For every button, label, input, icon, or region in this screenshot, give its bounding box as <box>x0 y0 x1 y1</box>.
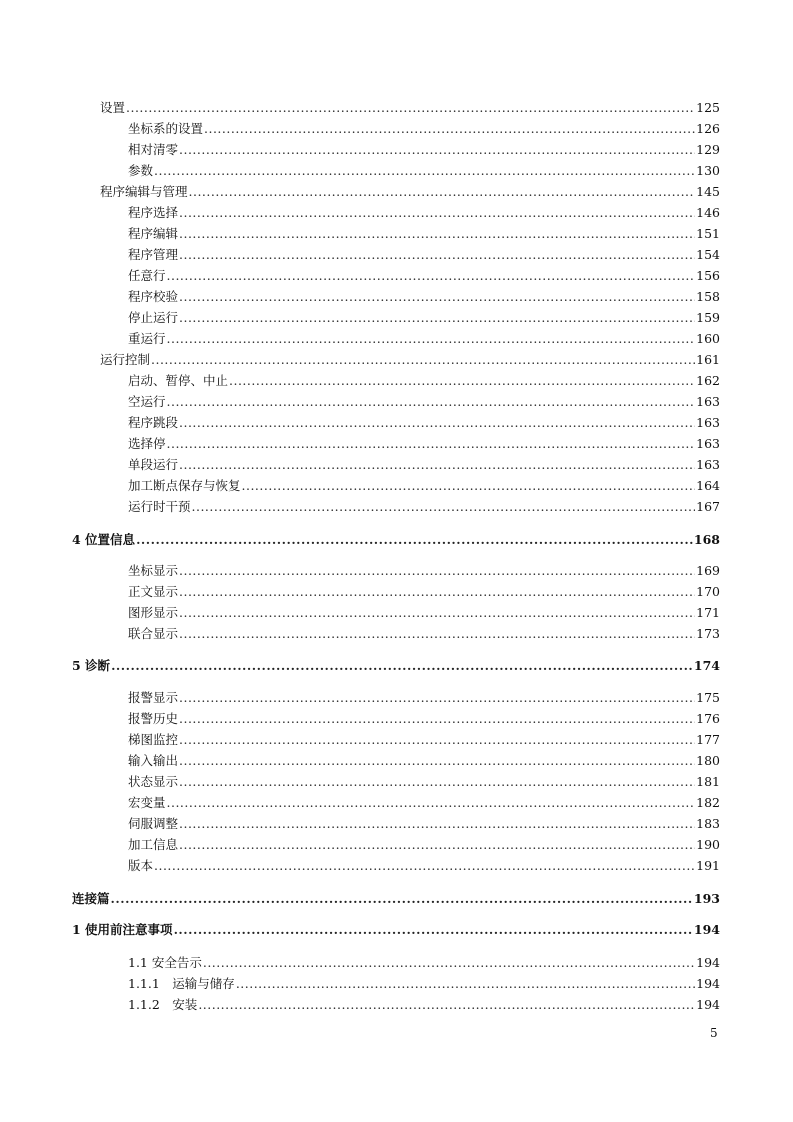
toc-entry-label: 程序选择 <box>128 205 179 220</box>
toc-entry-label: 加工信息 <box>128 837 179 852</box>
toc-entry-page: 173 <box>696 626 720 641</box>
toc-entry-page: 194 <box>696 955 720 970</box>
toc-leader-dots <box>204 121 695 137</box>
toc-leader-dots <box>167 436 696 452</box>
toc-leader-dots <box>174 922 693 938</box>
toc-entry-page: 183 <box>696 816 720 831</box>
page-number: 5 <box>710 1026 718 1040</box>
toc-leader-dots <box>179 626 695 642</box>
toc-entry[interactable] <box>128 268 720 284</box>
toc-entry-page: 171 <box>696 605 720 620</box>
toc-entry-label: 连接篇 <box>72 891 110 906</box>
toc-leader-dots <box>179 837 695 853</box>
toc-entry-label: 单段运行 <box>128 457 179 472</box>
toc-entry[interactable] <box>100 184 720 200</box>
toc-entry-label: 运行控制 <box>100 352 151 367</box>
toc-entry[interactable] <box>128 373 720 389</box>
toc-entry-page: 194 <box>696 997 720 1012</box>
toc-leader-dots <box>167 394 696 410</box>
toc-entry-label: 正文显示 <box>128 584 179 599</box>
toc-entry-label: 输入输出 <box>128 753 179 768</box>
toc-entry-label: 程序校验 <box>128 289 179 304</box>
toc-entry-label: 空运行 <box>128 394 166 409</box>
toc-entry[interactable] <box>128 121 720 137</box>
toc-entry[interactable] <box>128 626 720 642</box>
toc-entry-page: 162 <box>696 373 720 388</box>
toc-leader-dots <box>179 205 695 221</box>
toc-entry-label: 1.1 安全告示 <box>128 955 202 970</box>
toc-entry[interactable] <box>128 457 720 473</box>
toc-leader-dots <box>179 289 695 305</box>
toc-entry-page: 193 <box>693 891 720 906</box>
toc-entry-page: 194 <box>693 922 720 937</box>
toc-leader-dots <box>179 563 695 579</box>
toc-entry[interactable] <box>128 955 720 971</box>
toc-entry[interactable] <box>128 753 720 769</box>
toc-entry-page: 129 <box>696 142 720 157</box>
toc-entry-page: 154 <box>696 247 720 262</box>
toc-entry-page: 160 <box>696 331 720 346</box>
toc-entry-label: 程序管理 <box>128 247 179 262</box>
toc-entry-label: 状态显示 <box>128 774 179 789</box>
toc-entry-label: 图形显示 <box>128 605 179 620</box>
toc-entry-label: 坐标系的设置 <box>128 121 204 136</box>
toc-leader-dots <box>136 532 693 548</box>
toc-entry-label: 5 诊断 <box>72 658 111 673</box>
toc-entry[interactable] <box>128 816 720 832</box>
toc-entry-page: 180 <box>696 753 720 768</box>
toc-entry[interactable] <box>72 532 720 548</box>
toc-entry-page: 177 <box>696 732 720 747</box>
toc-entry[interactable] <box>128 795 720 811</box>
toc-entry[interactable] <box>128 310 720 326</box>
toc-entry[interactable] <box>128 584 720 600</box>
toc-entry[interactable] <box>100 352 720 368</box>
toc-entry-page: 182 <box>696 795 720 810</box>
toc-entry-page: 168 <box>693 532 720 547</box>
toc-entry-label: 联合显示 <box>128 626 179 641</box>
toc-entry-page: 156 <box>696 268 720 283</box>
toc-entry-label: 报警历史 <box>128 711 179 726</box>
toc-entry-page: 163 <box>696 394 720 409</box>
toc-leader-dots <box>179 690 695 706</box>
toc-leader-dots <box>179 732 695 748</box>
toc-entry-label: 1 使用前注意事项 <box>72 922 173 937</box>
toc-entry[interactable] <box>128 289 720 305</box>
toc-entry-page: 181 <box>696 774 720 789</box>
toc-leader-dots <box>198 997 695 1013</box>
toc-leader-dots <box>189 184 696 200</box>
toc-entry-label: 宏变量 <box>128 795 166 810</box>
toc-entry-page: 175 <box>696 690 720 705</box>
toc-entry-page: 174 <box>693 658 720 673</box>
toc-entry[interactable] <box>128 163 720 179</box>
toc-entry-page: 194 <box>696 976 720 991</box>
toc-leader-dots <box>192 499 696 515</box>
toc-leader-dots <box>111 658 693 674</box>
toc-entry[interactable] <box>128 605 720 621</box>
toc-entry-page: 161 <box>696 352 720 367</box>
toc-entry[interactable] <box>128 478 720 494</box>
toc-entry-label: 4 位置信息 <box>72 532 136 547</box>
toc-leader-dots <box>179 142 695 158</box>
toc-entry[interactable] <box>128 997 720 1013</box>
toc-entry-page: 170 <box>696 584 720 599</box>
toc-entry[interactable] <box>128 837 720 853</box>
toc-entry[interactable] <box>128 394 720 410</box>
toc-leader-dots <box>179 605 695 621</box>
toc-entry-page: 158 <box>696 289 720 304</box>
toc-entry-label: 启动、暂停、中止 <box>128 373 229 388</box>
toc-entry-label: 加工断点保存与恢复 <box>128 478 241 493</box>
toc-entry-label: 任意行 <box>128 268 166 283</box>
toc-entry-label: 程序编辑 <box>128 226 179 241</box>
toc-entry[interactable] <box>128 774 720 790</box>
toc-leader-dots <box>179 584 695 600</box>
toc-entry-page: 146 <box>696 205 720 220</box>
toc-entry-label: 程序编辑与管理 <box>100 184 188 199</box>
toc-leader-dots <box>179 753 695 769</box>
toc-leader-dots <box>179 310 695 326</box>
toc-leader-dots <box>111 891 693 907</box>
toc-leader-dots <box>167 331 696 347</box>
toc-entry-page: 164 <box>696 478 720 493</box>
toc-entry-label: 停止运行 <box>128 310 179 325</box>
toc-leader-dots <box>154 163 695 179</box>
toc-leader-dots <box>229 373 695 389</box>
toc-entry[interactable] <box>72 658 720 674</box>
toc-entry[interactable] <box>128 247 720 263</box>
toc-entry[interactable] <box>128 331 720 347</box>
toc-entry-label: 版本 <box>128 858 154 873</box>
toc-entry-page: 163 <box>696 457 720 472</box>
toc-entry-page: 126 <box>696 121 720 136</box>
toc-entry-label: 设置 <box>100 100 126 115</box>
toc-leader-dots <box>179 226 695 242</box>
toc-entry-label: 报警显示 <box>128 690 179 705</box>
toc-leader-dots <box>236 976 695 992</box>
toc-entry[interactable] <box>128 436 720 452</box>
toc-entry-page: 145 <box>696 184 720 199</box>
toc-entry[interactable] <box>72 891 720 907</box>
toc-entry-page: 151 <box>696 226 720 241</box>
toc-leader-dots <box>179 247 695 263</box>
toc-entry[interactable] <box>128 205 720 221</box>
toc-entry[interactable] <box>128 563 720 579</box>
toc-leader-dots <box>203 955 695 971</box>
toc-entry[interactable] <box>128 858 720 874</box>
toc-entry[interactable] <box>100 100 720 116</box>
toc-entry-page: 163 <box>696 436 720 451</box>
toc-entry-page: 169 <box>696 563 720 578</box>
toc-entry[interactable] <box>128 732 720 748</box>
toc-leader-dots <box>179 774 695 790</box>
toc-entry-page: 190 <box>696 837 720 852</box>
toc-entry-page: 163 <box>696 415 720 430</box>
toc-leader-dots <box>179 415 695 431</box>
toc-entry-page: 159 <box>696 310 720 325</box>
toc-leader-dots <box>179 711 695 727</box>
toc-leader-dots <box>167 268 696 284</box>
toc-entry-label: 参数 <box>128 163 154 178</box>
toc-leader-dots <box>126 100 695 116</box>
toc-entry-label: 运行时干预 <box>128 499 191 514</box>
toc-entry[interactable] <box>72 922 720 938</box>
toc-entry-label: 梯图监控 <box>128 732 179 747</box>
toc-entry-page: 176 <box>696 711 720 726</box>
toc-entry-label: 伺服调整 <box>128 816 179 831</box>
toc-entry[interactable] <box>128 142 720 158</box>
toc-entry-page: 125 <box>696 100 720 115</box>
toc-entry[interactable] <box>128 226 720 242</box>
toc-entry[interactable] <box>128 690 720 706</box>
toc-entry-page: 130 <box>696 163 720 178</box>
toc-leader-dots <box>151 352 695 368</box>
toc-entry[interactable] <box>128 415 720 431</box>
toc-entry[interactable] <box>128 711 720 727</box>
toc-entry-label: 1.1.1 运输与储存 <box>128 976 235 991</box>
toc-entry-page: 167 <box>696 499 720 514</box>
toc-entry-label: 选择停 <box>128 436 166 451</box>
toc-leader-dots <box>154 858 695 874</box>
toc-entry-label: 坐标显示 <box>128 563 179 578</box>
toc-entry[interactable] <box>128 499 720 515</box>
toc-leader-dots <box>179 457 695 473</box>
toc-entry-label: 程序跳段 <box>128 415 179 430</box>
toc-leader-dots <box>242 478 696 494</box>
toc-entry-label: 1.1.2 安装 <box>128 997 198 1012</box>
toc-entry-page: 191 <box>696 858 720 873</box>
toc-entry[interactable] <box>128 976 720 992</box>
toc-entry-label: 重运行 <box>128 331 166 346</box>
toc-leader-dots <box>179 816 695 832</box>
toc-leader-dots <box>167 795 696 811</box>
toc-entry-label: 相对清零 <box>128 142 179 157</box>
